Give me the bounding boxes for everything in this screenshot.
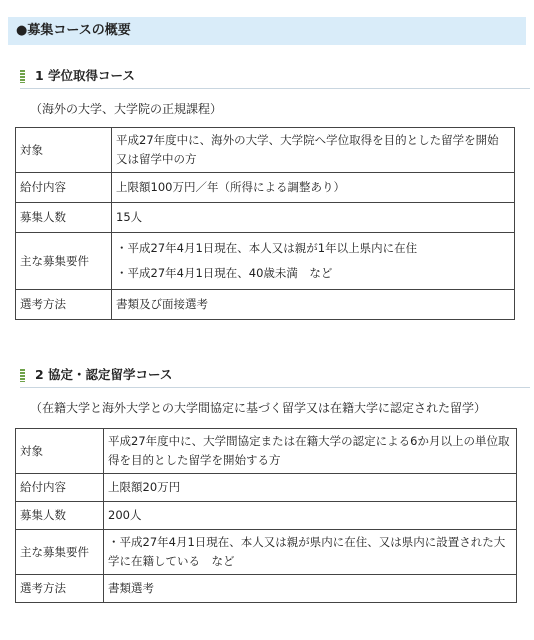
- row-label: 募集人数: [16, 203, 112, 233]
- row-label: 主な募集要件: [16, 233, 112, 290]
- row-value: 書類選考: [104, 575, 517, 603]
- row-value: 平成27年度中に、大学間協定または在籍大学の認定による6か月以上の単位取得を目的とした留学を開始する方: [104, 429, 517, 474]
- table-row: [16, 203, 515, 233]
- row-value: 15人: [112, 203, 515, 233]
- table-row: [16, 474, 517, 502]
- row-label: 選考方法: [16, 290, 112, 320]
- row-value: 上限額20万円: [104, 474, 517, 502]
- table-row: [16, 173, 515, 203]
- section-subtitle: （在籍大学と海外大学との大学間協定に基づく留学又は在籍大学に認定された留学）: [30, 401, 487, 415]
- table-row: [16, 429, 517, 474]
- table-row: [16, 128, 515, 173]
- section-heading-text: 2 協定・認定留学コース: [35, 367, 173, 382]
- row-value: ・平成27年4月1日現在、本人又は親が県内に在住、又は県内に設置された大学に在籍している など: [104, 530, 517, 575]
- section-heading-exchange-course: [20, 366, 530, 388]
- row-value: 200人: [104, 502, 517, 530]
- row-label: 対象: [16, 128, 112, 173]
- table-row: [16, 233, 515, 290]
- green-bar-icon: [20, 70, 25, 83]
- green-bar-icon: [20, 369, 25, 382]
- row-label: 対象: [16, 429, 104, 474]
- section-heading-degree-course: [20, 67, 530, 89]
- requirement-item: ・平成27年4月1日現在、40歳未満 など: [116, 266, 333, 280]
- section-subtitle: （海外の大学、大学院の正規課程）: [30, 102, 223, 116]
- degree-course-table: [15, 127, 515, 320]
- page-title: ●募集コースの概要: [8, 17, 526, 45]
- row-value: 上限額100万円／年（所得による調整あり）: [112, 173, 515, 203]
- row-value: [112, 233, 515, 290]
- row-value: 平成27年度中に、海外の大学、大学院へ学位取得を目的とした留学を開始又は留学中の方: [112, 128, 515, 173]
- table-row: [16, 575, 517, 603]
- row-label: 給付内容: [16, 474, 104, 502]
- exchange-course-table: [15, 428, 517, 603]
- row-label: 給付内容: [16, 173, 112, 203]
- table-row: [16, 530, 517, 575]
- row-label: 募集人数: [16, 502, 104, 530]
- requirement-item: ・平成27年4月1日現在、本人又は親が1年以上県内に在住: [116, 241, 418, 255]
- row-label: 選考方法: [16, 575, 104, 603]
- table-row: [16, 502, 517, 530]
- row-value: 書類及び面接選考: [112, 290, 515, 320]
- row-label: 主な募集要件: [16, 530, 104, 575]
- table-row: [16, 290, 515, 320]
- section-heading-text: 1 学位取得コース: [35, 68, 135, 83]
